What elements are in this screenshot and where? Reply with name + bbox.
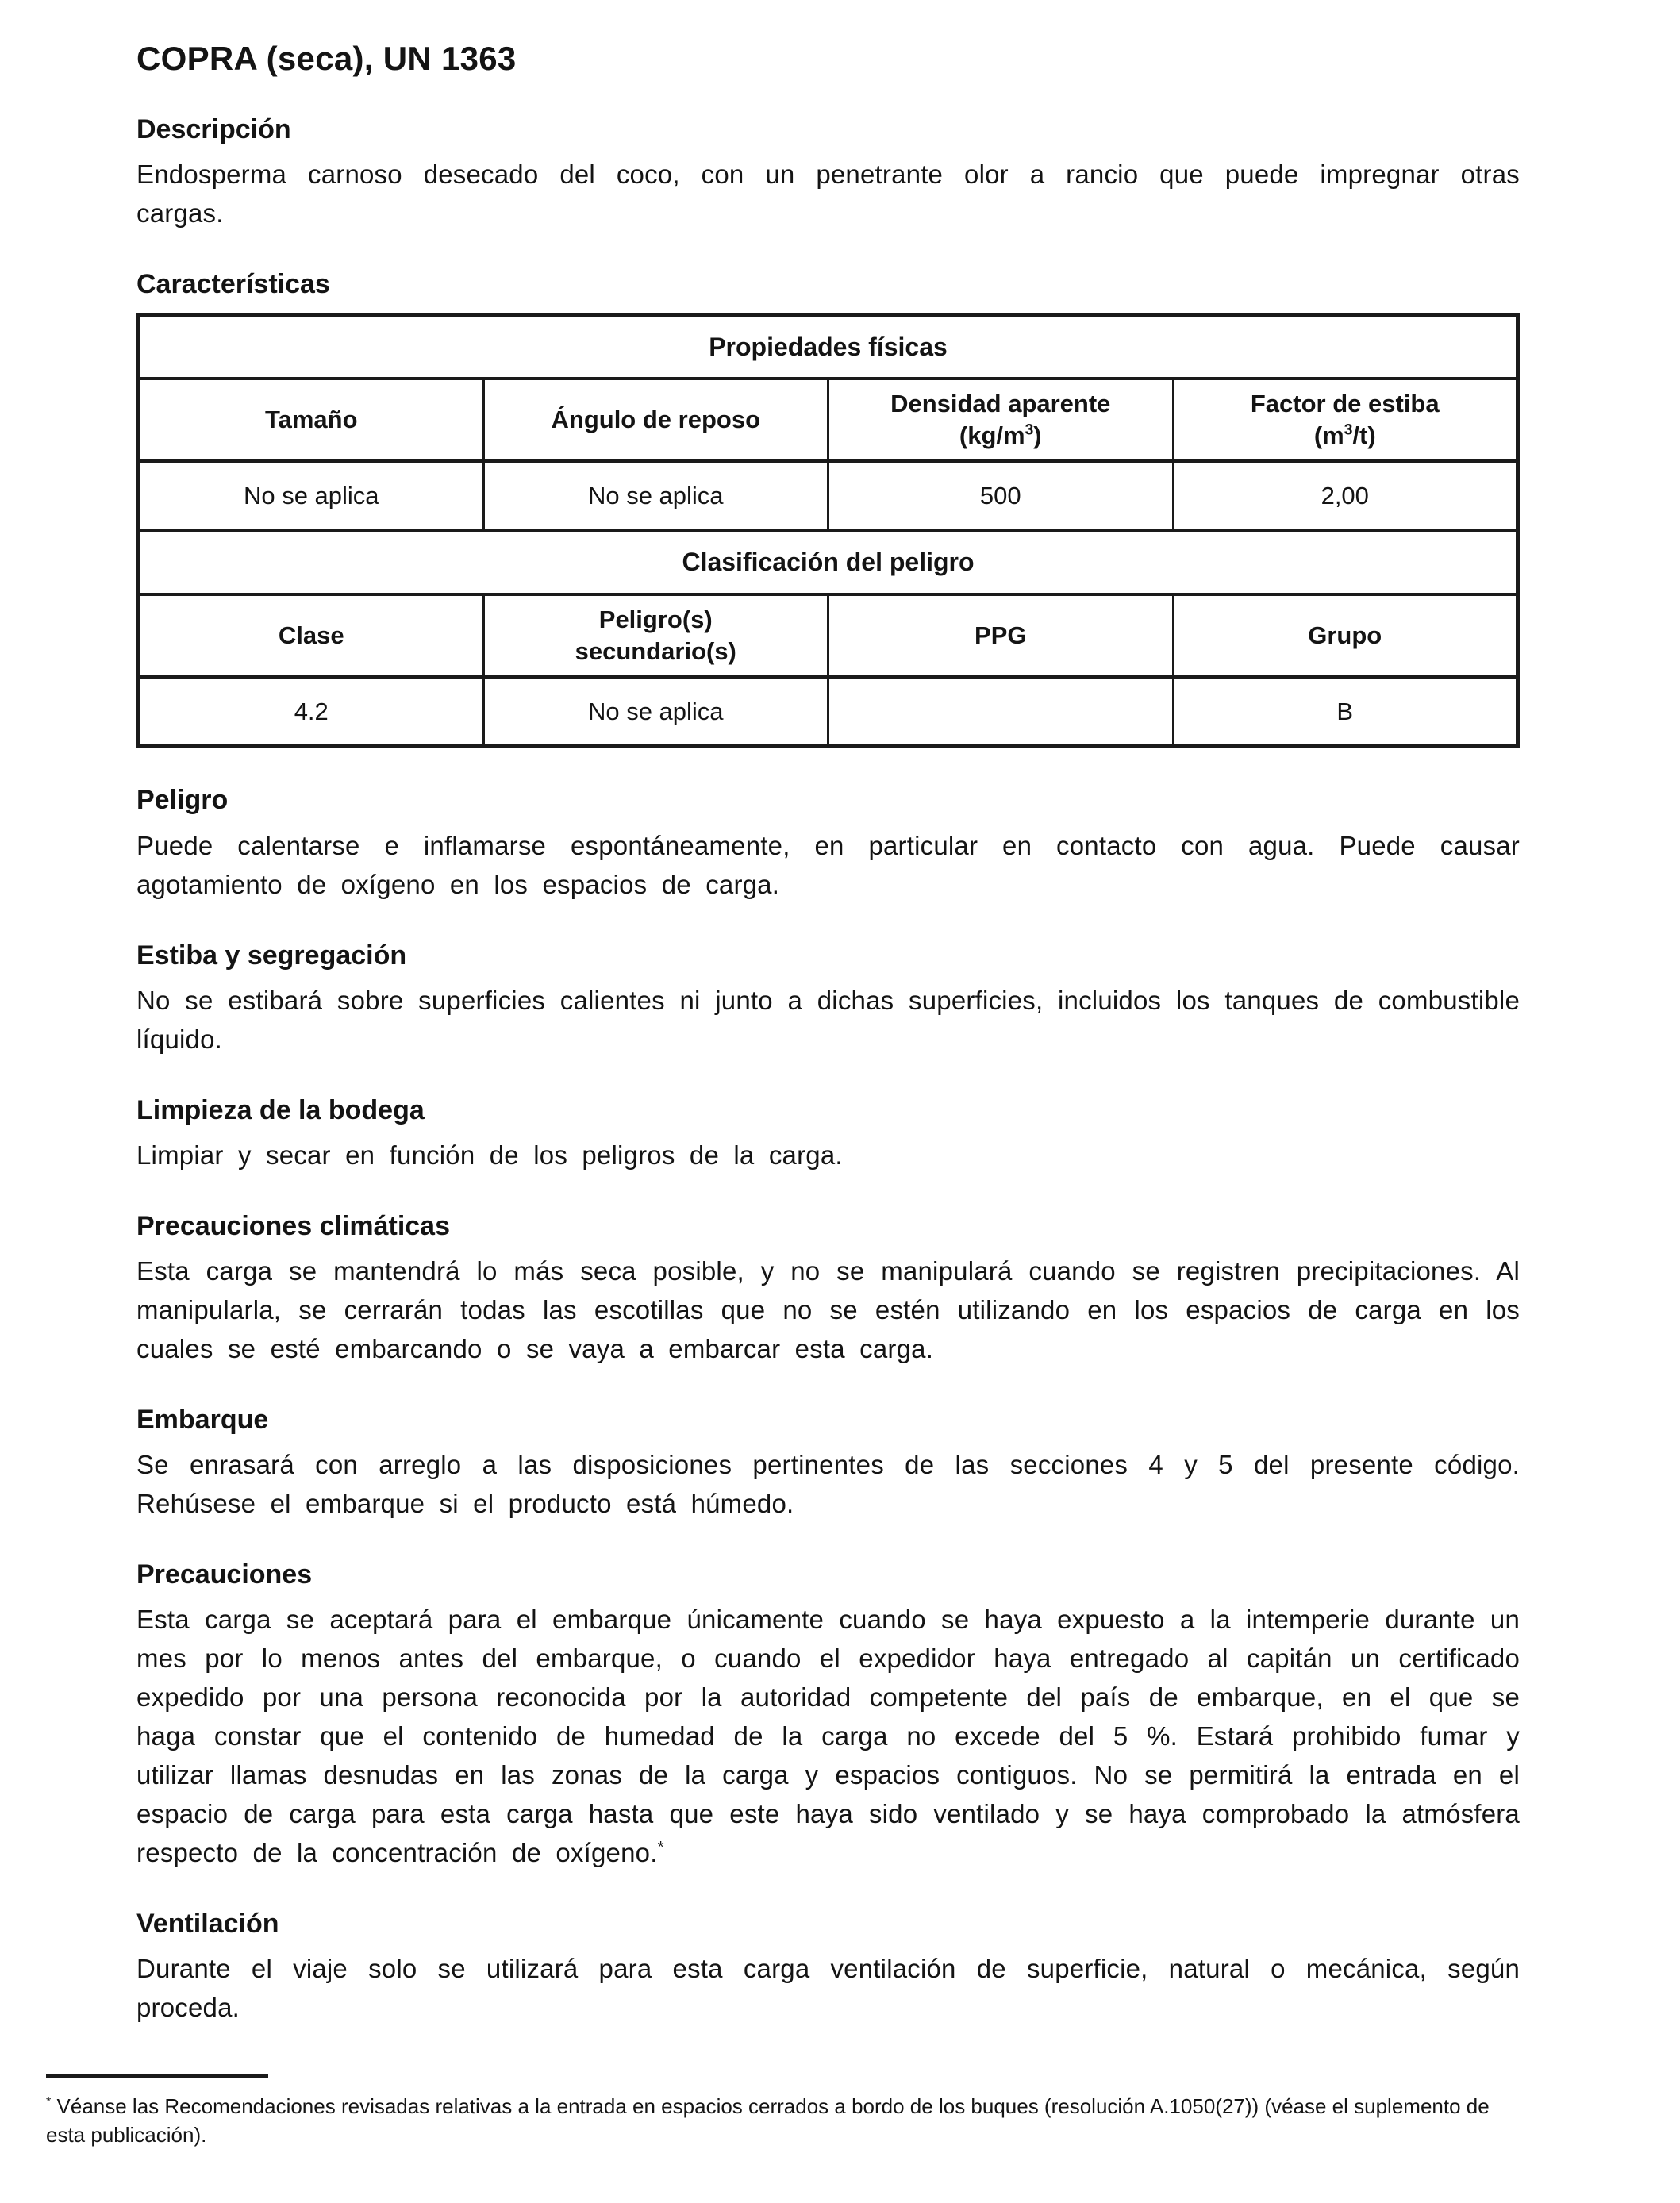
column-header-densidad-aparente: Densidad aparente $(kg/m^3)$ (828, 379, 1174, 461)
section-peligro (136, 785, 1520, 903)
section-heading-peligro: Peligro (136, 785, 229, 816)
column-header-factor-de-estiba: Factor de estiba $(m^3/t)$ (1173, 379, 1518, 461)
section-precauciones (136, 1559, 1520, 1872)
section-body-descripcion: Endosperma carnoso desecado del coco, con un penetrante olor a rancio que puede impregnar otras cargas. (136, 160, 1520, 229)
characteristics-table (136, 313, 1520, 748)
table-band-row (139, 531, 1518, 594)
section-ventilacion (136, 1909, 1520, 2027)
footnote-reference-marker: * (657, 1838, 664, 1857)
column-header-clase: Clase (139, 594, 484, 677)
section-heading-ventilacion: Ventilación (136, 1909, 279, 1940)
column-header-grupo: Grupo (1173, 594, 1518, 677)
section-limpieza-de-la-bodega (136, 1095, 1520, 1175)
column-header-ppg: PPG (828, 594, 1174, 677)
footnote (46, 2074, 1520, 2149)
table-band-propiedades-fisicas: Propiedades físicas (139, 315, 1518, 379)
table-band-clasificacion-del-peligro: Clasificación del peligro (139, 531, 1518, 594)
section-body-precauciones: Esta carga se aceptará para el embarque únicamente cuando se haya expuesto a la intemperie durante un mes por lo menos antes del embarque, o cuando el expedidor haya entregado al capitán un certificado expedido por una persona reconocida por la autoridad competente del país de embarque, en el que se haga constar que el contenido de humedad de la carga no excede del 5 %. Estará prohibido fumar y utilizar llamas desnudas en las zonas de la carga y espacios contiguos. No se permitirá la entrada en el espacio de carga para esta carga hasta que este haya sido ventilado y se haya comprobado la atmósfera respecto de la concentración de oxígeno.* (136, 1605, 1520, 1868)
table-cell-ppg (828, 677, 1174, 747)
column-header-angulo-de-reposo: Ángulo de reposo (483, 379, 828, 461)
footnote-text: * Véanse las Recomendaciones revisadas relativas a la entrada en espacios cerrados a bordo de los buques (resolución A.1050(27)) (véase el suplemento de esta publicación). (46, 2094, 1490, 2147)
section-body-peligro: Puede calentarse e inflamarse espontáneamente, en particular en contacto con agua. Puede causar agotamiento de oxígeno en los espacios de carga. (136, 830, 1520, 899)
footnote-marker: * (46, 2094, 52, 2109)
section-body-clima: Esta carga se mantendrá lo más seca posible, y no se manipulará cuando se registren precipitaciones. Al manipularla, se cerrarán todas las escotillas que no se estén utilizando en los espacios de carga en los cuales se esté embarcando o se vaya a embarcar esta carga. (136, 1255, 1520, 1363)
section-heading-embarque: Embarque (136, 1404, 269, 1435)
table-cell-grupo: B (1173, 677, 1518, 747)
column-unit: $(kg/m^3)$ (959, 421, 1042, 449)
hazard-header-row (139, 594, 1518, 677)
physical-header-row (139, 379, 1518, 461)
section-body-estiba: No se estibará sobre superficies calientes ni junto a dichas superficies, incluidos los tanques de combustible líquido. (136, 985, 1520, 1054)
table-cell-clase: 4.2 (139, 677, 484, 747)
section-heading-estiba: Estiba y segregación (136, 940, 407, 971)
table-cell-factor-de-estiba: 2,00 (1173, 461, 1518, 531)
section-estiba-y-segregacion (136, 940, 1520, 1059)
column-header-peligros-secundarios: Peligro(s) secundario(s) (483, 594, 828, 677)
table-cell-peligros-secundarios: No se aplica (483, 677, 828, 747)
section-heading-clima: Precauciones climáticas (136, 1210, 451, 1241)
footnote-separator (46, 2074, 268, 2078)
section-heading-precauciones: Precauciones (136, 1559, 313, 1590)
table-cell-angulo-de-reposo: No se aplica (483, 461, 828, 531)
page-title: COPRA (seca), UN 1363 (136, 40, 517, 77)
section-body-limpieza: Limpiar y secar en función de los peligros de la carga. (136, 1140, 843, 1170)
section-heading-limpieza: Limpieza de la bodega (136, 1094, 425, 1125)
section-heading-caracteristicas: Características (136, 269, 330, 300)
section-precauciones-climaticas (136, 1211, 1520, 1368)
section-descripcion (136, 114, 1520, 233)
column-unit: $(m^3/t)$ (1313, 421, 1376, 449)
section-embarque (136, 1405, 1520, 1523)
section-heading-descripcion: Descripción (136, 114, 291, 145)
column-header-tamano: Tamaño (139, 379, 484, 461)
table-cell-densidad-aparente: 500 (828, 461, 1174, 531)
physical-values-row (139, 461, 1518, 531)
hazard-values-row (139, 677, 1518, 747)
section-body-ventilacion: Durante el viaje solo se utilizará para esta carga ventilación de superficie, natural o mecánica, según proceda. (136, 1954, 1520, 2023)
section-body-embarque: Se enrasará con arreglo a las disposiciones pertinentes de las secciones 4 y 5 del presente código. Rehúsese el embarque si el producto está húmedo. (136, 1449, 1520, 1518)
table-cell-tamano: No se aplica (139, 461, 484, 531)
table-band-row (139, 315, 1518, 379)
